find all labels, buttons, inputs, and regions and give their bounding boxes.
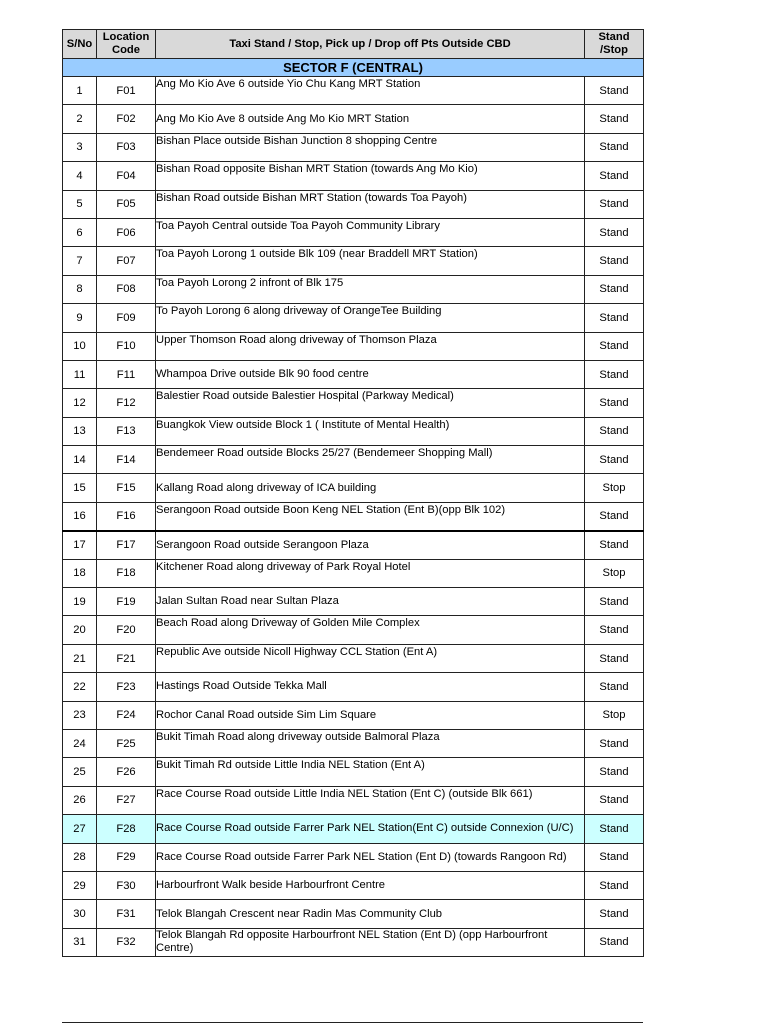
- table-row: [63, 928, 644, 956]
- row-stand-stop: Stand: [585, 190, 644, 218]
- row-description: Telok Blangah Crescent near Radin Mas Community Club: [156, 900, 585, 928]
- table-row: [63, 446, 644, 474]
- row-location-code: F06: [97, 218, 156, 246]
- row-location-code: F11: [97, 360, 156, 388]
- row-description: Ang Mo Kio Ave 6 outside Yio Chu Kang MRT Station: [156, 77, 585, 105]
- row-sno: 2: [63, 105, 97, 133]
- row-location-code: F20: [97, 616, 156, 644]
- row-description: Bendemeer Road outside Blocks 25/27 (Bendemeer Shopping Mall): [156, 446, 585, 474]
- header-description: Taxi Stand / Stop, Pick up / Drop off Pts Outside CBD: [156, 30, 585, 59]
- row-description: Ang Mo Kio Ave 8 outside Ang Mo Kio MRT Station: [156, 105, 585, 133]
- row-location-code: F08: [97, 275, 156, 303]
- row-location-code: F24: [97, 701, 156, 729]
- row-description: Bishan Place outside Bishan Junction 8 shopping Centre: [156, 133, 585, 161]
- row-location-code: F14: [97, 446, 156, 474]
- sector-row: [63, 59, 644, 77]
- table-row: [63, 644, 644, 672]
- header-location-code: Location Code: [97, 30, 156, 59]
- row-description: Race Course Road outside Farrer Park NEL Station(Ent C) outside Connexion (U/C): [156, 815, 585, 843]
- row-stand-stop: Stand: [585, 332, 644, 360]
- row-stand-stop: Stand: [585, 133, 644, 161]
- footer-divider: [62, 1022, 643, 1023]
- row-stand-stop: Stand: [585, 304, 644, 332]
- row-description: Beach Road along Driveway of Golden Mile Complex: [156, 616, 585, 644]
- table-header: [63, 30, 644, 59]
- row-sno: 6: [63, 218, 97, 246]
- row-description: Buangkok View outside Block 1 ( Institute of Mental Health): [156, 417, 585, 445]
- row-location-code: F25: [97, 729, 156, 757]
- row-description: Republic Ave outside Nicoll Highway CCL Station (Ent A): [156, 644, 585, 672]
- table-row: [63, 190, 644, 218]
- table-row: [63, 701, 644, 729]
- row-stand-stop: Stand: [585, 928, 644, 956]
- row-location-code: F31: [97, 900, 156, 928]
- row-description: Bukit Timah Rd outside Little India NEL Station (Ent A): [156, 758, 585, 786]
- table-row: [63, 247, 644, 275]
- row-stand-stop: Stand: [585, 247, 644, 275]
- table-row: [63, 417, 644, 445]
- row-sno: 26: [63, 786, 97, 814]
- row-description: Whampoa Drive outside Blk 90 food centre: [156, 360, 585, 388]
- table-row: [63, 474, 644, 502]
- table-row: [63, 502, 644, 530]
- row-description: To Payoh Lorong 6 along driveway of OrangeTee Building: [156, 304, 585, 332]
- row-location-code: F18: [97, 559, 156, 587]
- row-stand-stop: Stand: [585, 77, 644, 105]
- row-sno: 24: [63, 729, 97, 757]
- row-sno: 28: [63, 843, 97, 871]
- table-row: [63, 77, 644, 105]
- row-sno: 11: [63, 360, 97, 388]
- row-sno: 3: [63, 133, 97, 161]
- row-sno: 19: [63, 588, 97, 616]
- row-sno: 23: [63, 701, 97, 729]
- row-description: Race Course Road outside Farrer Park NEL Station (Ent D) (towards Rangoon Rd): [156, 843, 585, 871]
- table-row: [63, 673, 644, 701]
- row-sno: 15: [63, 474, 97, 502]
- table-row: [63, 275, 644, 303]
- row-location-code: F17: [97, 531, 156, 559]
- table-row: [63, 389, 644, 417]
- row-location-code: F16: [97, 502, 156, 530]
- row-location-code: F19: [97, 588, 156, 616]
- row-stand-stop: Stand: [585, 389, 644, 417]
- row-description: Bukit Timah Road along driveway outside Balmoral Plaza: [156, 729, 585, 757]
- row-sno: 10: [63, 332, 97, 360]
- row-sno: 7: [63, 247, 97, 275]
- row-stand-stop: Stand: [585, 162, 644, 190]
- taxi-stand-table: [62, 29, 644, 957]
- row-stand-stop: Stand: [585, 588, 644, 616]
- row-stand-stop: Stand: [585, 275, 644, 303]
- row-description: Hastings Road Outside Tekka Mall: [156, 673, 585, 701]
- row-location-code: F07: [97, 247, 156, 275]
- table-body: [63, 77, 644, 957]
- row-stand-stop: Stand: [585, 815, 644, 843]
- row-location-code: F28: [97, 815, 156, 843]
- table-row: [63, 616, 644, 644]
- row-sno: 21: [63, 644, 97, 672]
- row-location-code: F13: [97, 417, 156, 445]
- row-stand-stop: Stand: [585, 446, 644, 474]
- sector-title: SECTOR F (CENTRAL): [63, 59, 644, 77]
- row-sno: 18: [63, 559, 97, 587]
- row-stand-stop: Stand: [585, 673, 644, 701]
- row-description: Bishan Road opposite Bishan MRT Station (towards Ang Mo Kio): [156, 162, 585, 190]
- row-sno: 27: [63, 815, 97, 843]
- row-sno: 14: [63, 446, 97, 474]
- row-location-code: F05: [97, 190, 156, 218]
- row-stand-stop: Stop: [585, 474, 644, 502]
- table-row: [63, 786, 644, 814]
- row-location-code: F26: [97, 758, 156, 786]
- table-row: [63, 332, 644, 360]
- row-location-code: F09: [97, 304, 156, 332]
- row-stand-stop: Stand: [585, 531, 644, 559]
- row-stand-stop: Stand: [585, 360, 644, 388]
- row-location-code: F30: [97, 871, 156, 899]
- row-stand-stop: Stop: [585, 701, 644, 729]
- table-row: [63, 133, 644, 161]
- row-sno: 30: [63, 900, 97, 928]
- row-location-code: F04: [97, 162, 156, 190]
- row-sno: 22: [63, 673, 97, 701]
- row-stand-stop: Stand: [585, 729, 644, 757]
- row-stand-stop: Stand: [585, 616, 644, 644]
- row-description: Bishan Road outside Bishan MRT Station (towards Toa Payoh): [156, 190, 585, 218]
- table-row: [63, 758, 644, 786]
- row-location-code: F27: [97, 786, 156, 814]
- table-row: [63, 304, 644, 332]
- table-row: [63, 588, 644, 616]
- row-sno: 12: [63, 389, 97, 417]
- row-location-code: F12: [97, 389, 156, 417]
- header-row: [63, 30, 644, 59]
- table-row: [63, 105, 644, 133]
- row-description: Race Course Road outside Little India NEL Station (Ent C) (outside Blk 661): [156, 786, 585, 814]
- table-row: [63, 162, 644, 190]
- row-description: Upper Thomson Road along driveway of Thomson Plaza: [156, 332, 585, 360]
- row-sno: 8: [63, 275, 97, 303]
- row-description: Telok Blangah Rd opposite Harbourfront NEL Station (Ent D) (opp Harbourfront Centre): [156, 928, 585, 956]
- row-description: Toa Payoh Lorong 1 outside Blk 109 (near Braddell MRT Station): [156, 247, 585, 275]
- row-sno: 13: [63, 417, 97, 445]
- row-location-code: F02: [97, 105, 156, 133]
- row-location-code: F01: [97, 77, 156, 105]
- row-sno: 1: [63, 77, 97, 105]
- row-sno: 25: [63, 758, 97, 786]
- header-stand-stop: Stand /Stop: [585, 30, 644, 59]
- row-description: Jalan Sultan Road near Sultan Plaza: [156, 588, 585, 616]
- row-location-code: F21: [97, 644, 156, 672]
- row-description: Toa Payoh Central outside Toa Payoh Community Library: [156, 218, 585, 246]
- table-row: [63, 843, 644, 871]
- row-description: Harbourfront Walk beside Harbourfront Centre: [156, 871, 585, 899]
- table-row: [63, 531, 644, 559]
- table-row: [63, 360, 644, 388]
- row-description: Kitchener Road along driveway of Park Royal Hotel: [156, 559, 585, 587]
- row-description: Serangoon Road outside Boon Keng NEL Station (Ent B)(opp Blk 102): [156, 502, 585, 530]
- row-stand-stop: Stand: [585, 218, 644, 246]
- table-row: [63, 900, 644, 928]
- row-sno: 16: [63, 502, 97, 530]
- row-sno: 29: [63, 871, 97, 899]
- table-row: [63, 559, 644, 587]
- row-sno: 4: [63, 162, 97, 190]
- row-stand-stop: Stand: [585, 758, 644, 786]
- table-row: [63, 218, 644, 246]
- row-stand-stop: Stand: [585, 786, 644, 814]
- row-location-code: F29: [97, 843, 156, 871]
- row-sno: 9: [63, 304, 97, 332]
- row-description: Serangoon Road outside Serangoon Plaza: [156, 531, 585, 559]
- row-location-code: F15: [97, 474, 156, 502]
- row-description: Toa Payoh Lorong 2 infront of Blk 175: [156, 275, 585, 303]
- row-stand-stop: Stand: [585, 502, 644, 530]
- row-sno: 5: [63, 190, 97, 218]
- row-stand-stop: Stand: [585, 871, 644, 899]
- sector-section: [63, 59, 644, 77]
- row-description: Kallang Road along driveway of ICA building: [156, 474, 585, 502]
- table-row: [63, 871, 644, 899]
- row-description: Rochor Canal Road outside Sim Lim Square: [156, 701, 585, 729]
- row-stand-stop: Stand: [585, 843, 644, 871]
- row-stand-stop: Stop: [585, 559, 644, 587]
- row-sno: 17: [63, 531, 97, 559]
- row-location-code: F23: [97, 673, 156, 701]
- row-sno: 31: [63, 928, 97, 956]
- header-sno: S/No: [63, 30, 97, 59]
- table-row: [63, 815, 644, 843]
- row-stand-stop: Stand: [585, 417, 644, 445]
- table-row: [63, 729, 644, 757]
- row-stand-stop: Stand: [585, 105, 644, 133]
- row-location-code: F10: [97, 332, 156, 360]
- row-sno: 20: [63, 616, 97, 644]
- row-location-code: F32: [97, 928, 156, 956]
- row-description: Balestier Road outside Balestier Hospital (Parkway Medical): [156, 389, 585, 417]
- row-location-code: F03: [97, 133, 156, 161]
- row-stand-stop: Stand: [585, 644, 644, 672]
- row-stand-stop: Stand: [585, 900, 644, 928]
